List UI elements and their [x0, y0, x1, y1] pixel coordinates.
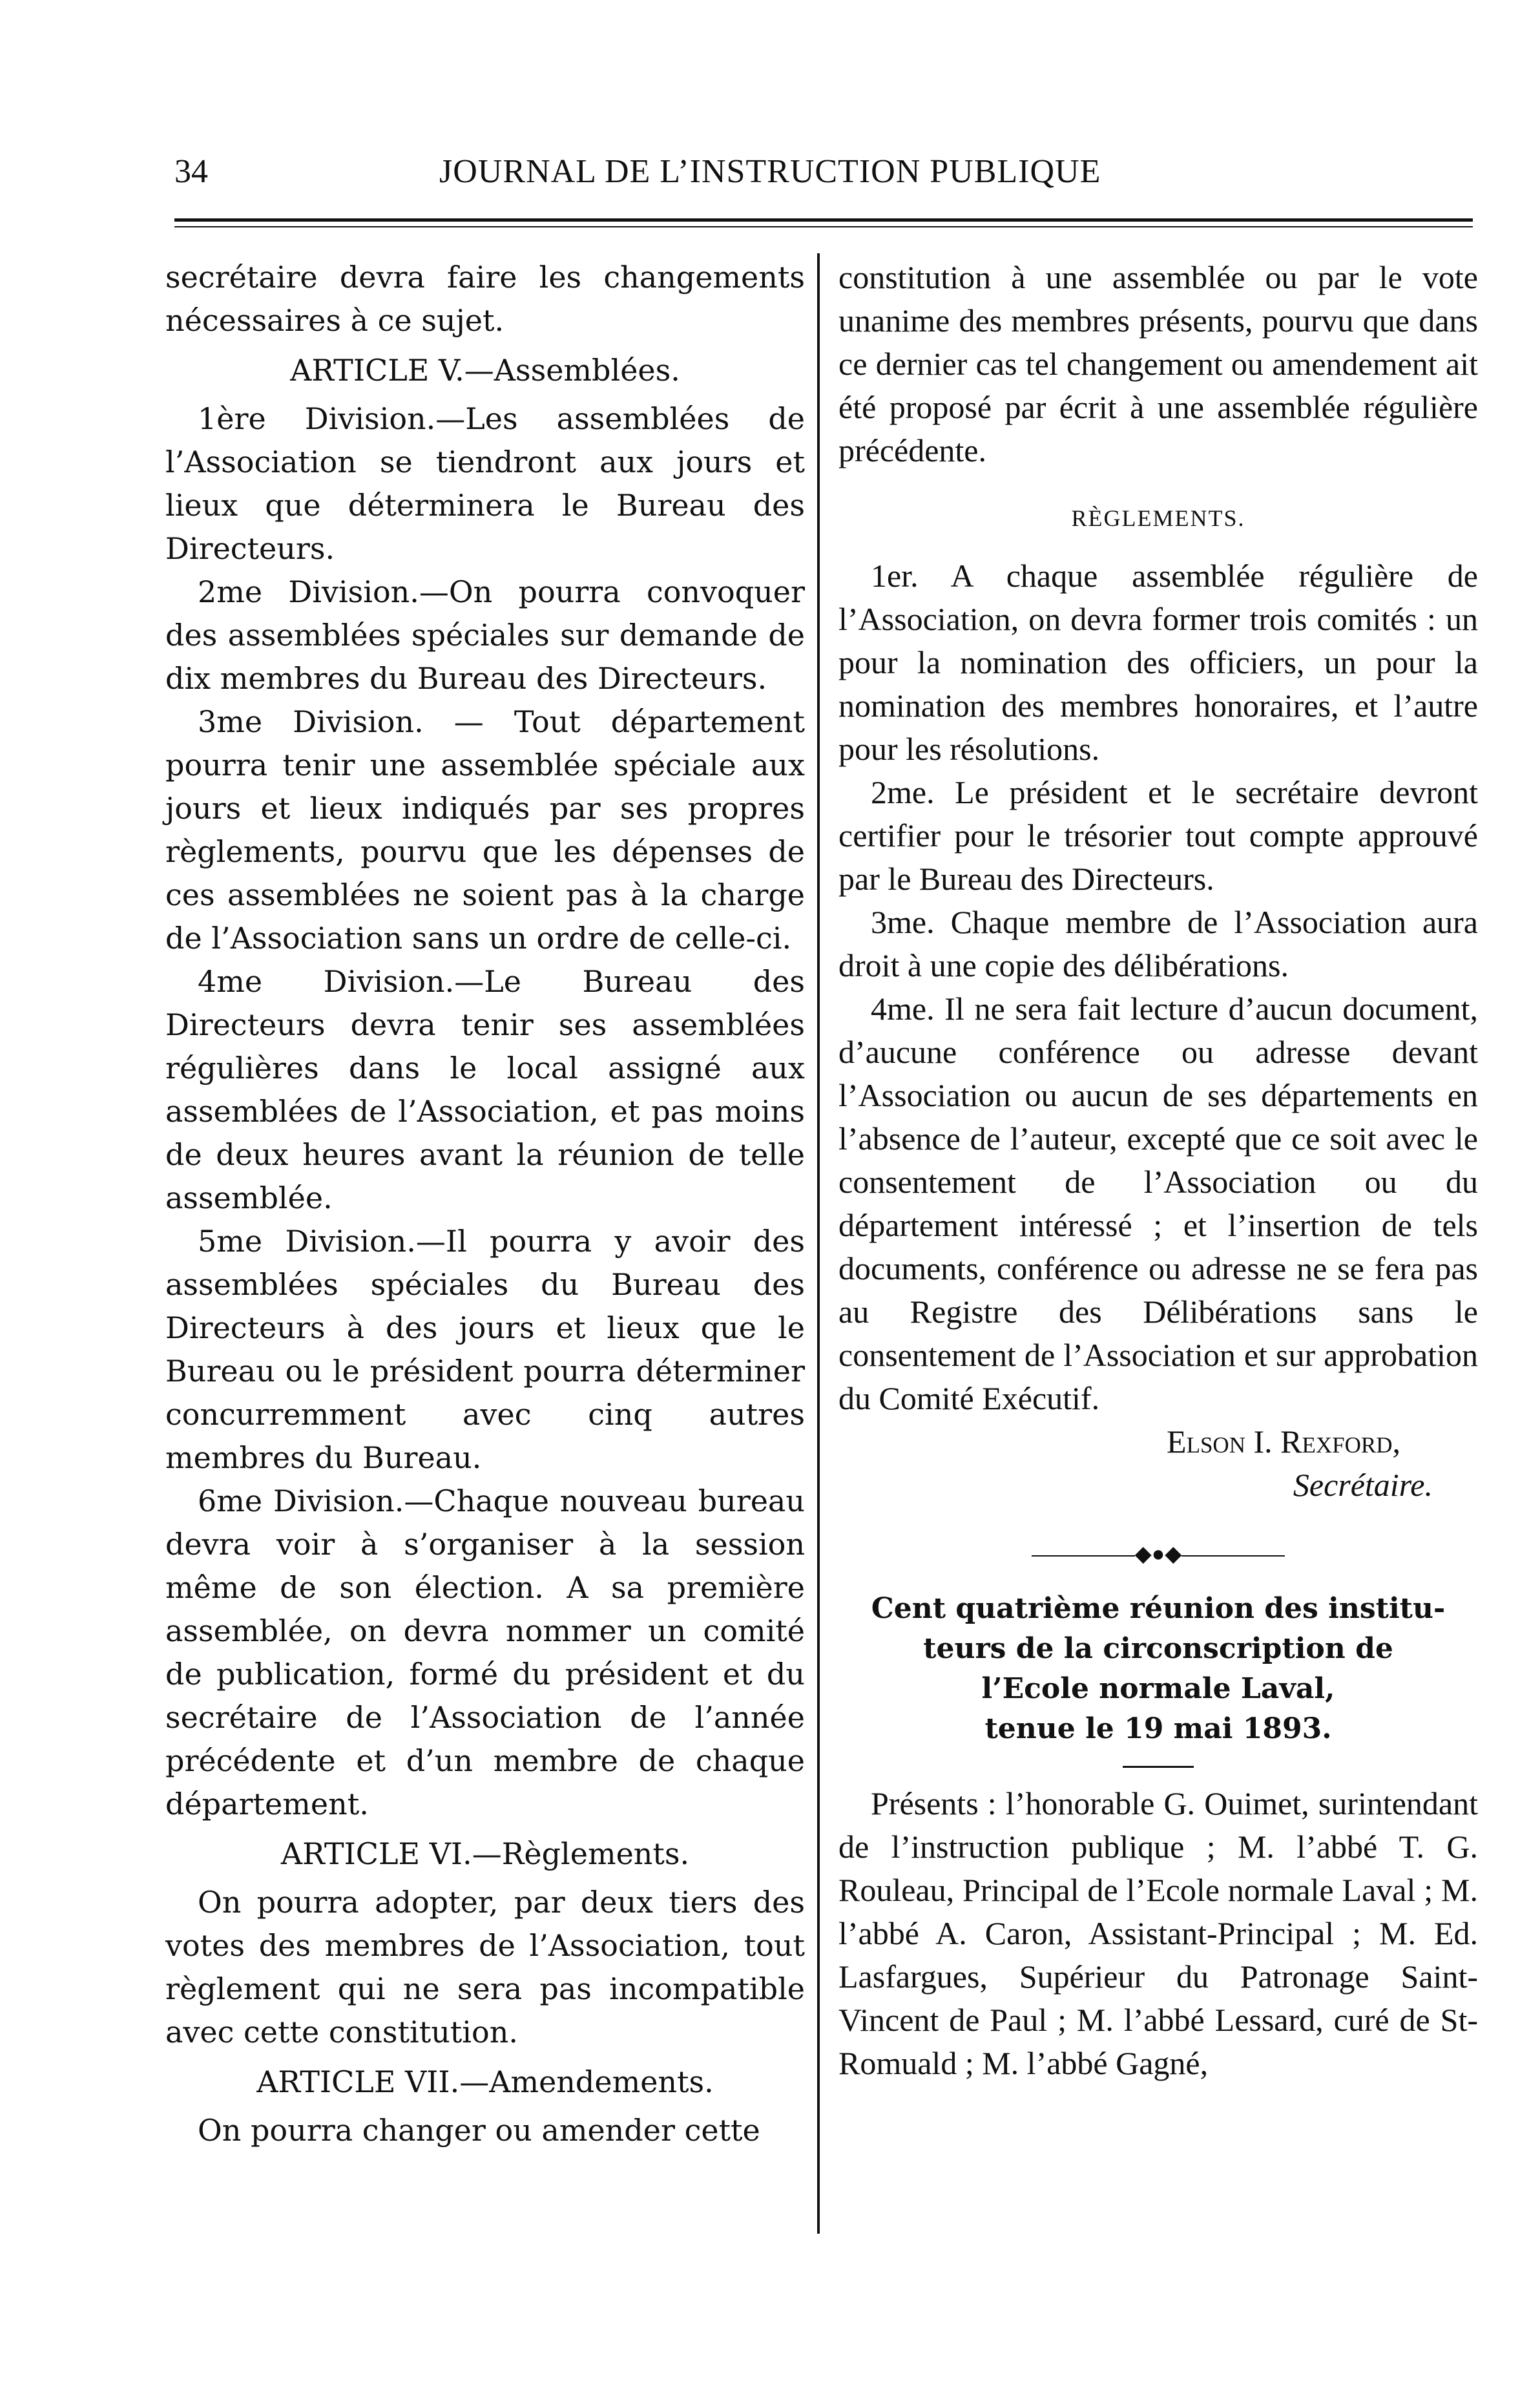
header-rule	[174, 218, 1473, 222]
division-1: 1ère Division.—Les assemblées de l’Association se tiendront aux jours et lieux que déterminera le Bureau des Directeurs.	[165, 401, 805, 566]
reglement-1: 1er. A chaque assemblée régulière de l’Association, on devra former trois comités : un pour la nomination des officiers, un pour la nomination des membres honoraires, et l’autre pour les résolutions.	[838, 558, 1478, 767]
presents-paragraph: Présents : l’honorable G. Ouimet, surintendant de l’instruction publique ; M. l’abbé T. G. Rouleau, Principal de l’Ecole normale Laval ; M. l’abbé A. Caron, Assistant-Principal ; M. Ed. Lasfargues, Supérieur du Patronage Saint-Vincent de Paul ; M. l’abbé Lessard, curé de St-Romuald ; M. l’abbé Gagné,	[838, 1785, 1478, 2081]
left-paragraph: secrétaire devra faire les changements nécessaires à ce sujet.	[165, 260, 805, 338]
division-3: 3me Division. — Tout département pourra tenir une assemblée spéciale aux jours et lieux indiqués par ses propres règlements, pourvu que les dépenses de ces assemblées ne soient pas à la charge de l’Association sans un ordre de celle-ci.	[165, 704, 805, 956]
article-6-heading: ARTICLE VI.—Règlements.	[280, 1836, 690, 1871]
signature-name: Elson I. Rexford,	[1167, 1423, 1400, 1460]
article-6-text: On pourra adopter, par deux tiers des votes des membres de l’Association, tout règlement qui ne sera pas incompatible avec cette constitution.	[165, 1885, 805, 2050]
right-column	[838, 256, 1478, 2085]
short-rule	[1123, 1766, 1194, 1768]
meeting-heading-line-1: Cent quatrième réunion des institu-	[871, 1592, 1446, 1625]
reglement-2: 2me. Le président et le secrétaire devront certifier pour le trésorier tout compte approuvé par le Bureau des Directeurs.	[838, 774, 1478, 897]
division-6: 6me Division.—Chaque nouveau bureau devra voir à s’organiser à la session même de son élection. A sa première assemblée, on devra nommer un comité de publication, formé du président et du secrétaire de l’Association de l’année précédente et d’un membre de chaque département.	[165, 1484, 805, 1821]
page-number: 34	[174, 153, 208, 190]
reglements-heading: RÈGLEMENTS.	[1071, 505, 1245, 531]
division-5: 5me Division.—Il pourra y avoir des assemblées spéciales du Bureau des Directeurs à des jours et lieux que le Bureau ou le président pourra déterminer concurremment avec cinq autres membres du Bureau.	[165, 1224, 805, 1475]
section-ornament: ◆●◆	[838, 1533, 1478, 1576]
reglement-3: 3me. Chaque membre de l’Association aura droit à une copie des délibérations.	[838, 904, 1478, 983]
reglement-4: 4me. Il ne sera fait lecture d’aucun document, d’aucune conférence ou adresse devant l’Association ou aucun de ses départements en l’absence de l’auteur, excepté que ce soit avec le consentement de l’Association ou du département intéressé ; et l’insertion de tels documents, conférence ou adresse ne se fera pas au Registre des Délibérations sans le consentement de l’Association et sur approbation du Comité Exécutif.	[838, 991, 1478, 1416]
meeting-heading-line-4: tenue le 19 mai 1893.	[984, 1712, 1332, 1745]
meeting-heading-line-2: teurs de la circonscription de	[923, 1632, 1393, 1665]
right-paragraph: constitution à une assemblée ou par le vote unanime des membres présents, pourvu que dans ce dernier cas tel changement ou amendement ait été proposé par écrit à une assemblée régulière précédente.	[838, 259, 1478, 468]
article-7-heading: ARTICLE VII.—Amendements.	[256, 2064, 714, 2099]
column-divider	[817, 253, 820, 2234]
header-rule-thin	[174, 226, 1473, 227]
meeting-heading-line-3: l’Ecole normale Laval,	[981, 1672, 1335, 1705]
article-5-heading: ARTICLE V.—Assemblées.	[290, 353, 680, 388]
division-4: 4me Division.—Le Bureau des Directeurs devra tenir ses assemblées régulières dans le local assigné aux assemblées de l’Association, et pas moins de deux heures avant la réunion de telle assemblée.	[165, 964, 805, 1215]
running-head: JOURNAL DE L’INSTRUCTION PUBLIQUE	[439, 153, 1101, 190]
division-2: 2me Division.—On pourra convoquer des assemblées spéciales sur demande de dix membres du Bureau des Directeurs.	[165, 574, 805, 696]
left-column	[165, 256, 805, 2152]
article-7-text: On pourra changer ou amender cette	[198, 2113, 760, 2148]
signature-title: Secrétaire.	[1293, 1467, 1433, 1503]
